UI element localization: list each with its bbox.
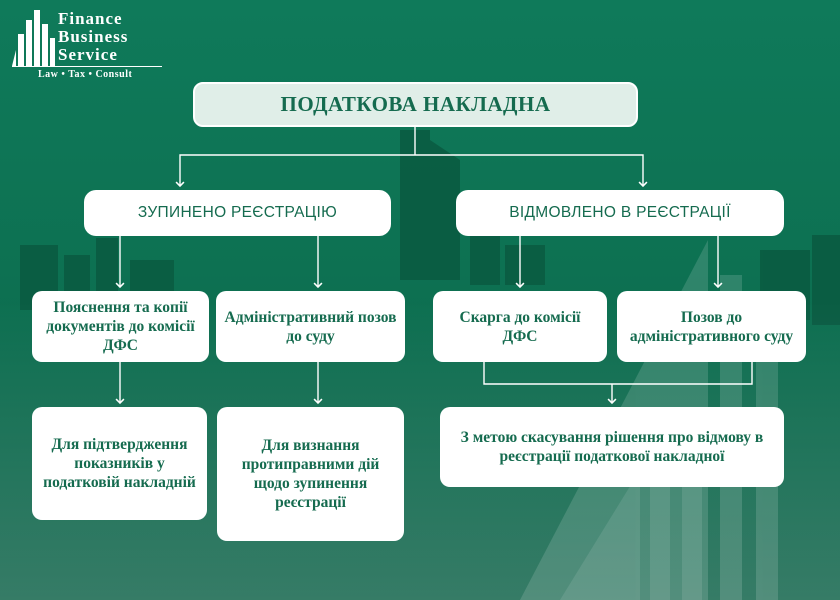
connector-right-bracket: [484, 362, 752, 384]
logo-word-finance: Finance: [58, 9, 123, 28]
node-lawsuit-administrative-court: Позов до адміністративного суду: [617, 291, 806, 362]
node-administrative-lawsuit: Адміністративний позов до суду: [216, 291, 405, 362]
category-registration-suspended: ЗУПИНЕНО РЕЄСТРАЦІЮ: [84, 190, 391, 236]
connector-title-to-right: [415, 155, 643, 186]
result-declare-actions-unlawful: Для визнання протиправними дій щодо зупинення реєстрації: [217, 407, 404, 541]
node-complaint-to-commission: Скарга до комісії ДФС: [433, 291, 607, 362]
result-confirm-indicators: Для підтвердження показників у податковій накладній: [32, 407, 207, 520]
logo-divider: [12, 66, 162, 67]
logo-word-business: Business: [58, 27, 129, 46]
connector-title-to-left: [180, 155, 415, 186]
logo-word-service: Service: [58, 45, 118, 64]
result-cancel-refusal-decision: З метою скасування рішення про відмову в реєстрації податкової накладної: [440, 407, 784, 487]
bar-chart-logo-icon: [12, 10, 56, 66]
logo-tagline: Law • Tax • Consult: [38, 69, 133, 80]
category-registration-refused: ВІДМОВЛЕНО В РЕЄСТРАЦІЇ: [456, 190, 784, 236]
diagram-title: ПОДАТКОВА НАКЛАДНА: [193, 82, 638, 127]
company-logo: [12, 8, 172, 82]
node-explanation-to-commission: Пояснення та копії документів до комісії ДФС: [32, 291, 209, 362]
